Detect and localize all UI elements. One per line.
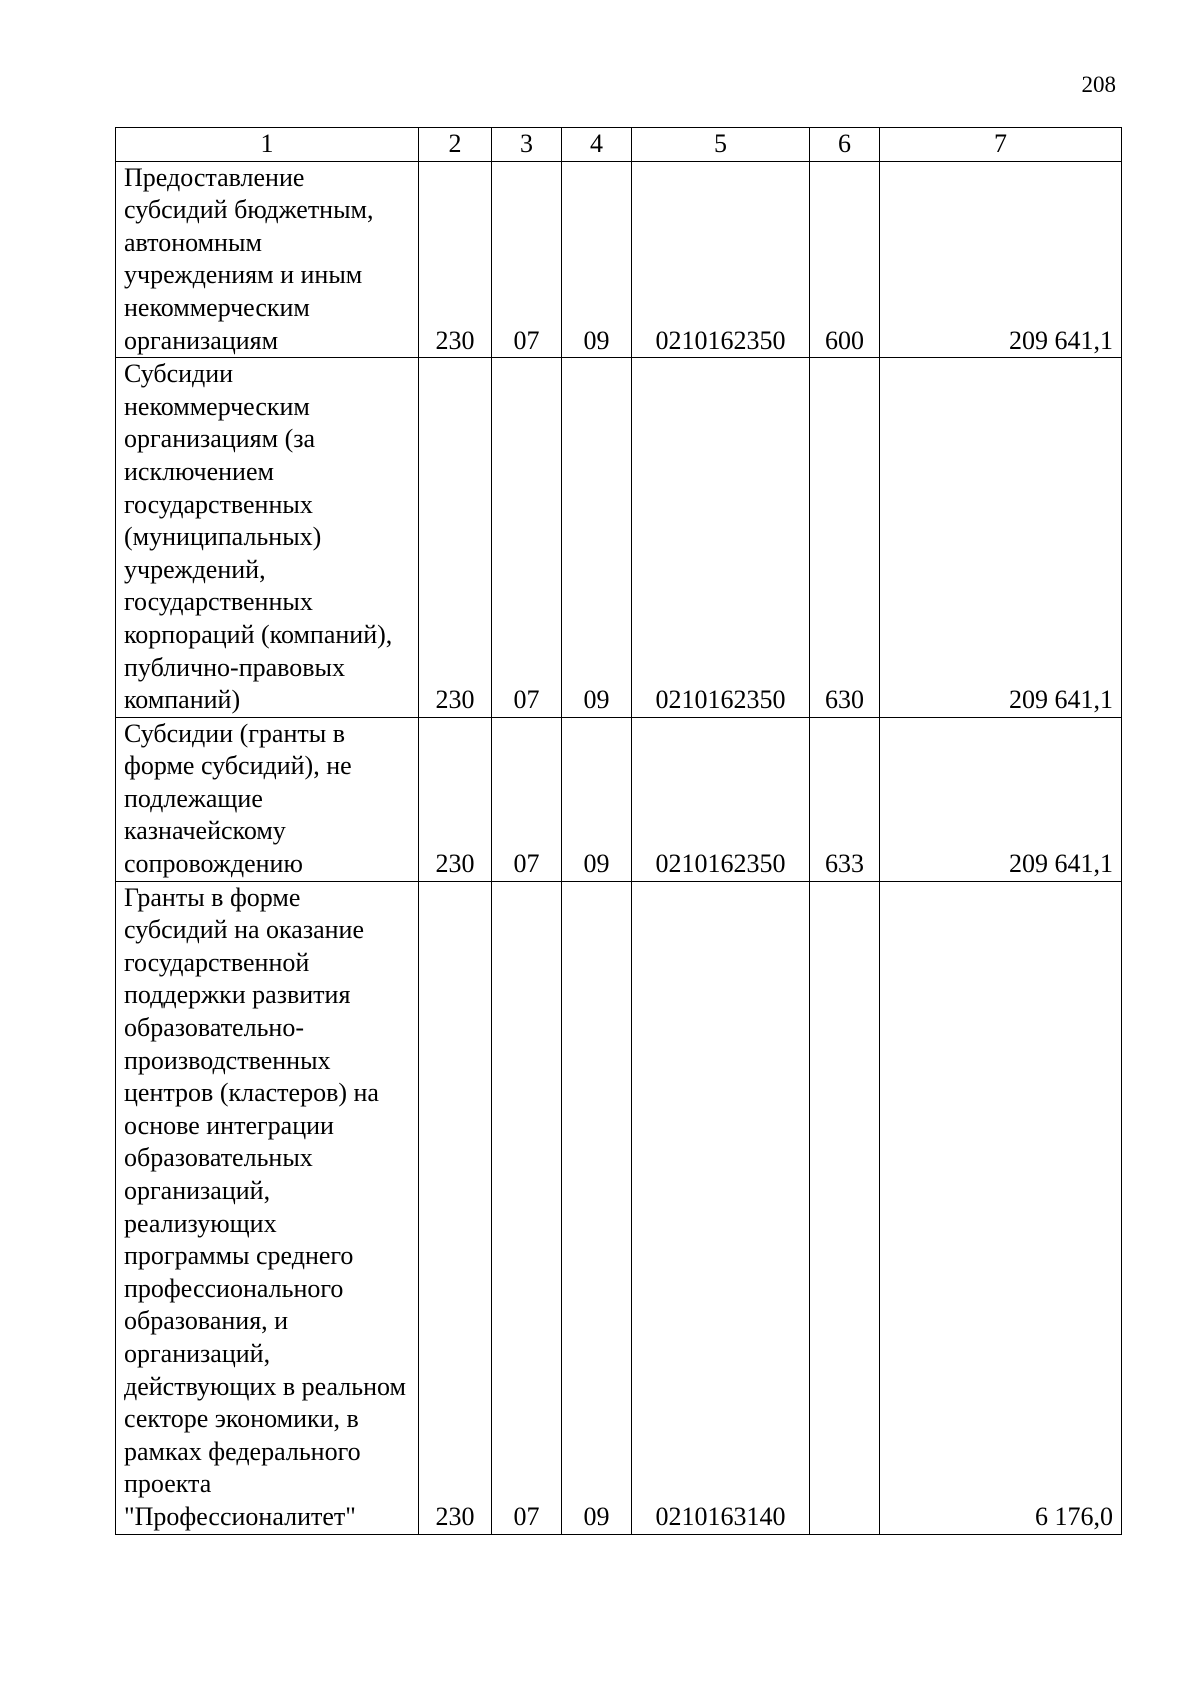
item-name-cell	[116, 161, 419, 358]
item-name-line: сопровождению	[124, 849, 303, 879]
item-name-line: "Профессионалитет"	[124, 1501, 356, 1531]
table-row	[116, 717, 1122, 881]
table-body	[116, 161, 1122, 1534]
ved-code-cell: 230	[419, 161, 492, 358]
subsection-cell: 09	[562, 358, 632, 718]
item-name-line: (муниципальных)	[124, 522, 322, 552]
item-name-line: автономным	[124, 227, 262, 257]
item-name-line: реализующих	[124, 1208, 277, 1238]
item-name-line: основе интеграции	[124, 1110, 334, 1140]
header-cell-4: 4	[562, 128, 632, 162]
table-row	[116, 358, 1122, 718]
ved-code-cell: 230	[419, 881, 492, 1534]
expense-type-cell	[810, 881, 880, 1534]
section-cell: 07	[492, 358, 562, 718]
item-name-line: поддержки развития	[124, 980, 351, 1010]
item-name-line: некоммерческим	[124, 292, 310, 322]
header-row	[116, 128, 1122, 162]
item-name-line: некоммерческим	[124, 391, 310, 421]
item-name-line: образовательно-	[124, 1013, 304, 1043]
amount-cell: 209 641,1	[880, 717, 1122, 881]
page-number: 208	[1081, 72, 1116, 97]
item-name-line: государственных	[124, 489, 313, 519]
item-name-line: учреждениям и иным	[124, 260, 363, 290]
item-name-line: программы среднего	[124, 1241, 354, 1271]
subsection-cell: 09	[562, 881, 632, 1534]
target-article-cell: 0210162350	[632, 717, 810, 881]
target-article-cell: 0210162350	[632, 358, 810, 718]
target-article-cell: 0210162350	[632, 161, 810, 358]
item-name-cell	[116, 358, 419, 718]
item-name-line: подлежащие	[124, 783, 263, 813]
item-name-line: Субсидии	[124, 359, 234, 389]
table-row	[116, 881, 1122, 1534]
item-name-line: организаций,	[124, 1176, 271, 1205]
expense-type-cell: 600	[810, 161, 880, 358]
item-name-line: Предоставление	[124, 162, 305, 192]
item-name-line: проекта	[124, 1469, 212, 1499]
header-cell-5: 5	[632, 128, 810, 162]
item-name-line: рамках федерального	[124, 1436, 361, 1466]
table-row	[116, 161, 1122, 358]
item-name-line: организаций,	[124, 1338, 271, 1368]
header-cell-2: 2	[419, 128, 492, 162]
ved-code-cell: 230	[419, 717, 492, 881]
item-name-line: субсидий на оказание	[124, 915, 365, 945]
item-name-line: секторе экономики, в	[124, 1404, 359, 1434]
item-name-line: организациям	[124, 325, 279, 355]
subsection-cell: 09	[562, 717, 632, 881]
header-cell-3: 3	[492, 128, 562, 162]
item-name-line: государственной	[124, 947, 310, 977]
item-name-line: корпораций (компаний),	[124, 619, 393, 649]
item-name-line: субсидий бюджетным,	[124, 195, 374, 225]
item-name-line: Гранты в форме	[124, 882, 301, 912]
amount-cell: 209 641,1	[880, 358, 1122, 718]
item-name-cell	[116, 881, 419, 1534]
section-cell: 07	[492, 717, 562, 881]
amount-cell: 6 176,0	[880, 881, 1122, 1534]
amount-cell: 209 641,1	[880, 161, 1122, 358]
item-name-line: образования, и	[124, 1306, 289, 1336]
item-name-line: производственных	[124, 1045, 331, 1075]
item-name-line: публично-правовых	[124, 652, 345, 682]
expense-type-cell: 633	[810, 717, 880, 881]
item-name-line: профессионального	[124, 1273, 344, 1303]
item-name-line: государственных	[124, 587, 313, 617]
section-cell: 07	[492, 881, 562, 1534]
header-cell-7: 7	[880, 128, 1122, 162]
item-name-line: действующих в реальном	[124, 1371, 406, 1401]
budget-table	[115, 127, 1122, 1535]
item-name-line: компаний)	[124, 685, 241, 715]
item-name-line: Субсидии (гранты в	[124, 718, 345, 748]
item-name-line: учреждений,	[124, 554, 266, 584]
item-name-line: форме субсидий), не	[124, 751, 352, 781]
item-name-line: исключением	[124, 456, 274, 486]
item-name-line: казначейскому	[124, 816, 286, 846]
header-cell-1: 1	[116, 128, 419, 162]
item-name-cell	[116, 717, 419, 881]
section-cell: 07	[492, 161, 562, 358]
ved-code-cell: 230	[419, 358, 492, 718]
target-article-cell: 0210163140	[632, 881, 810, 1534]
subsection-cell: 09	[562, 161, 632, 358]
item-name-line: образовательных	[124, 1143, 313, 1173]
item-name-line: организациям (за	[124, 424, 316, 454]
expense-type-cell: 630	[810, 358, 880, 718]
header-cell-6: 6	[810, 128, 880, 162]
item-name-line: центров (кластеров) на	[124, 1078, 379, 1108]
